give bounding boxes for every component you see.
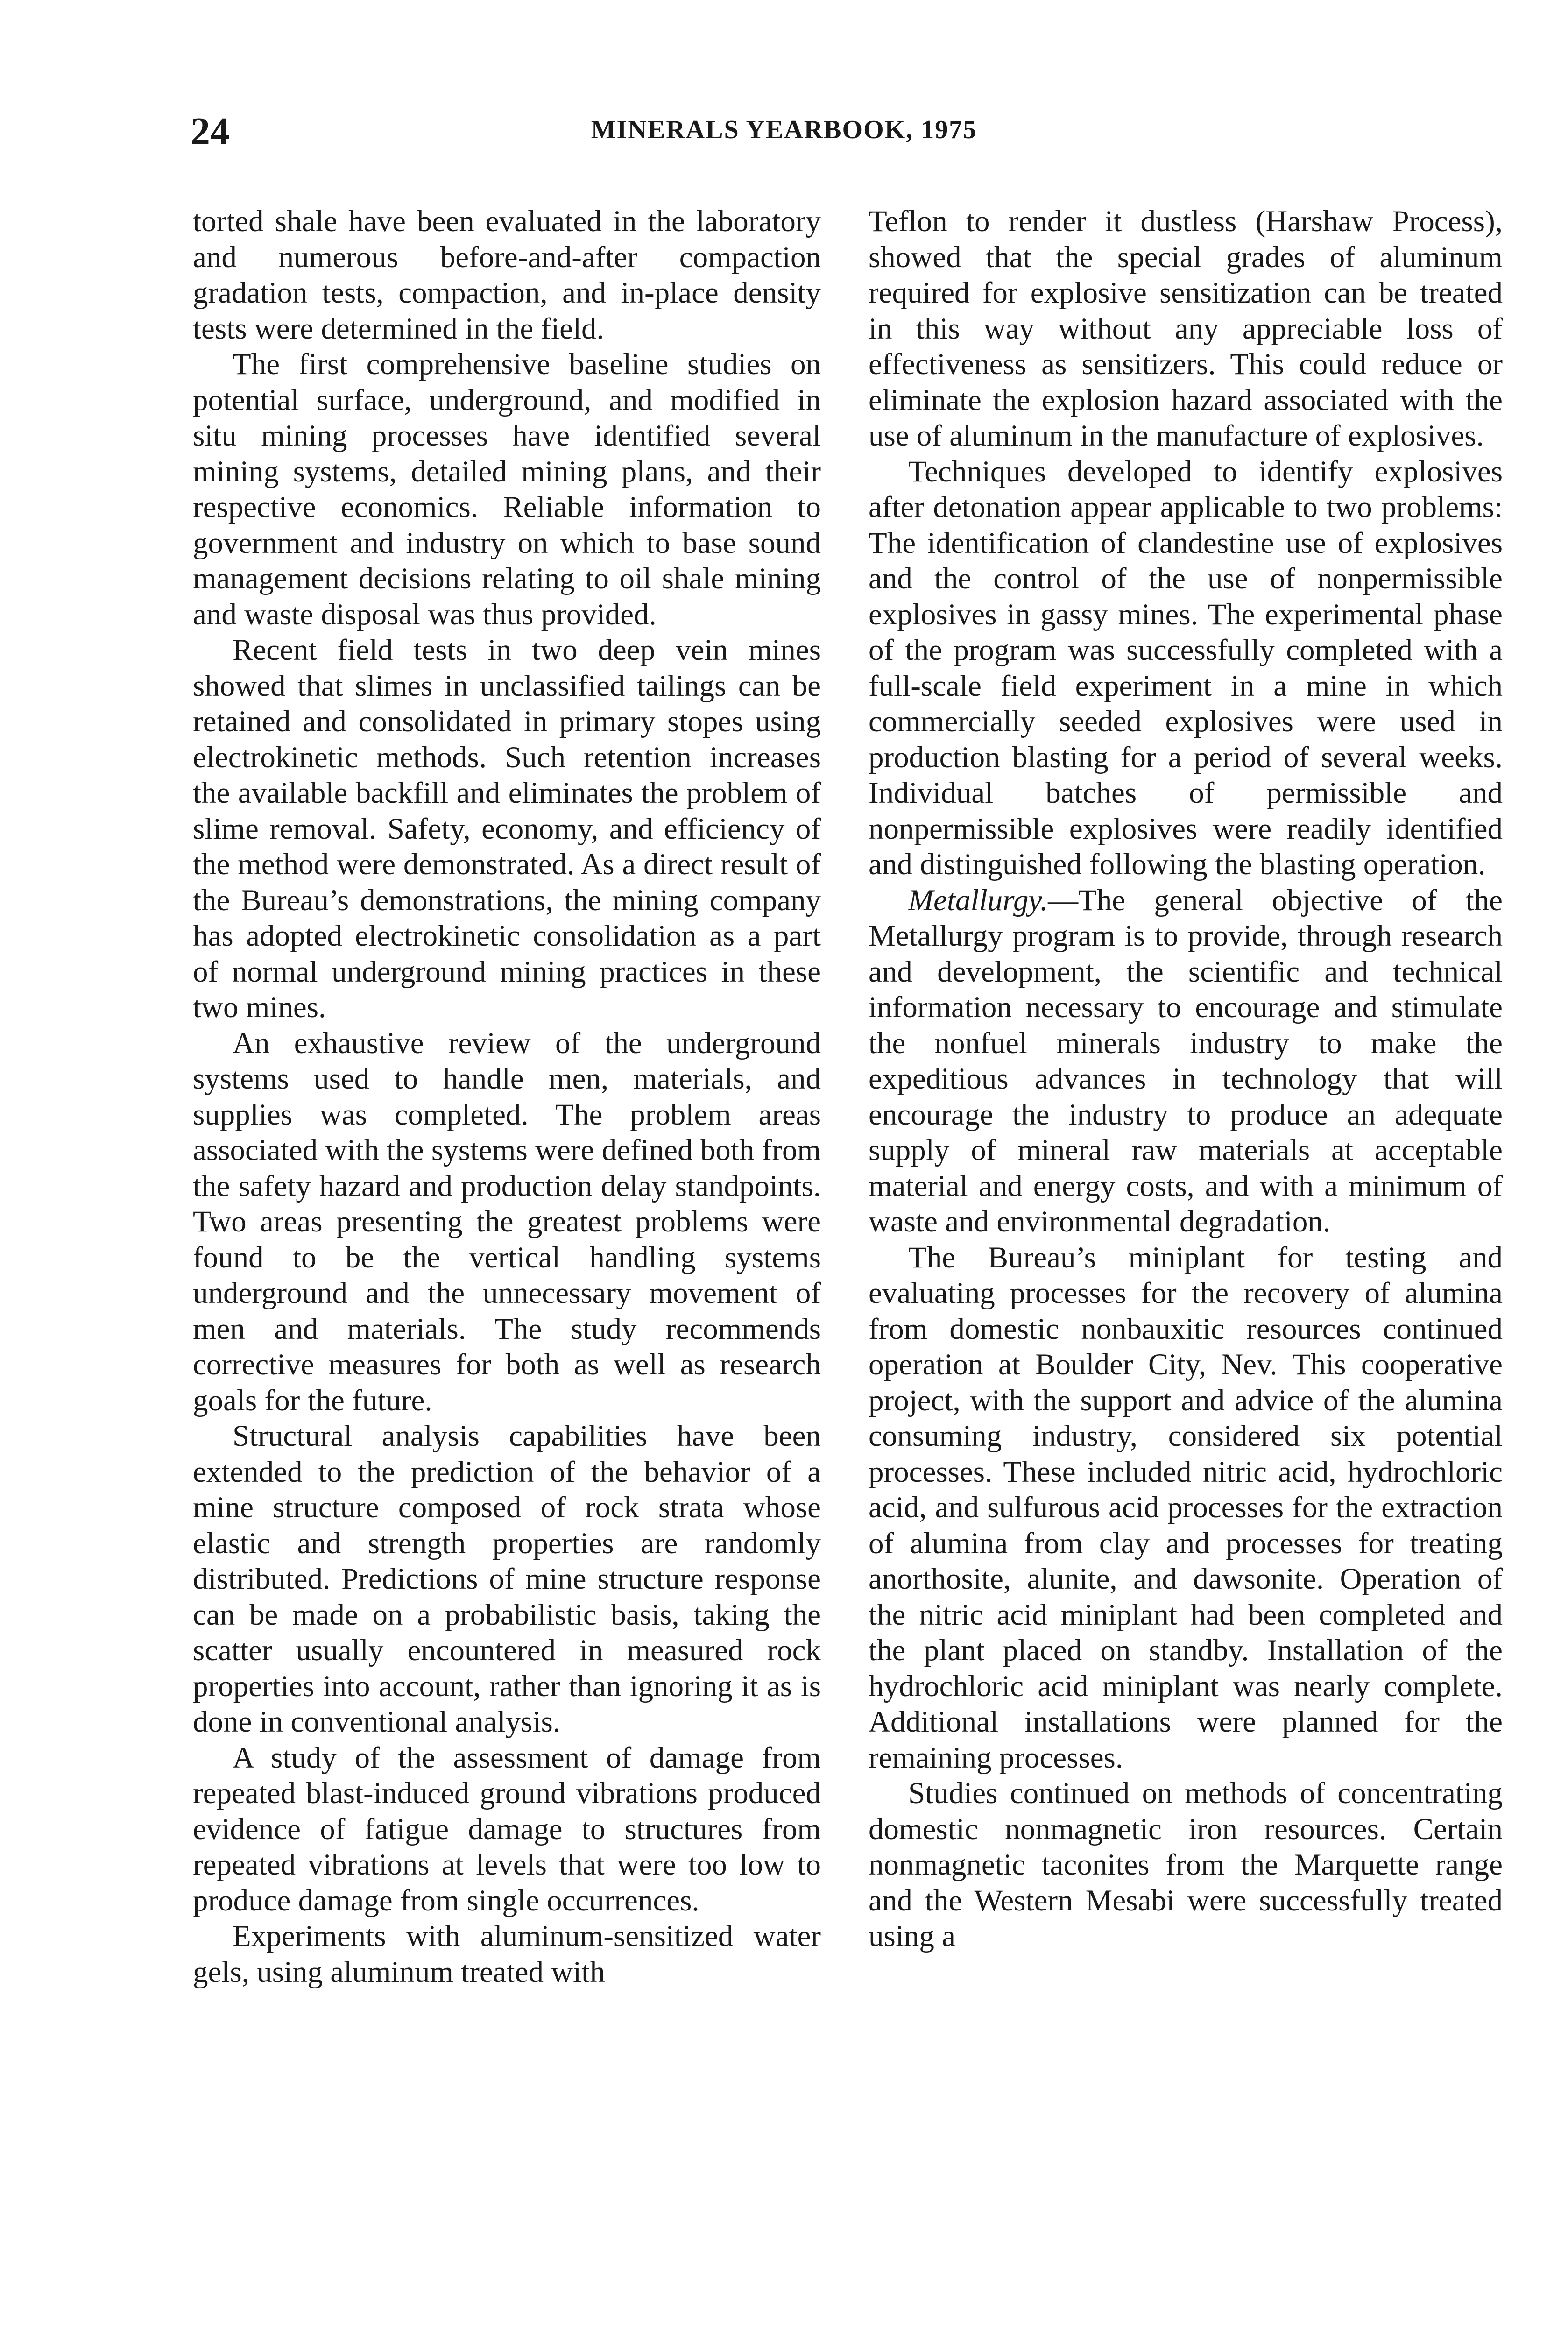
paragraph: Teflon to render it dustless (Harshaw Process), showed that the special grades of aluminum required for explosive sensitization can be treated in this way without any appreciable loss of effectiveness as sensitizers. This could reduce or eliminate the explosion hazard associated with the use of aluminum in the manufacture of explosives. <box>869 205 1503 453</box>
section-heading: Metallurgy. <box>908 883 1048 917</box>
paragraph: Structural analysis capabilities have been extended to the prediction of the behavior of a mine structure composed of rock strata whose elastic and strength properties are randomly distributed. Predictions of mine structure response can be made on a probabilistic basis, taking the scatter usually encountered in measured rock properties into account, rather than ignoring it as is done in conventional analysis. <box>193 1419 821 1739</box>
paragraph: torted shale have been evaluated in the laboratory and numerous before-and-after compaction gradation tests, compaction, and in-place density tests were determined in the field. <box>193 205 821 346</box>
paragraph: Studies continued on methods of concentrating domestic nonmagnetic iron resources. Certain nonmagnetic taconites from the Marquette range and the Western Mesabi were successfully treated using a <box>869 1776 1503 1953</box>
page-number: 24 <box>191 110 230 153</box>
section-paragraph <box>869 883 1503 1240</box>
paragraph: A study of the assessment of damage from repeated blast-induced ground vibrations produced evidence of fatigue damage to structures from repeated vibrations at levels that were too low to produce damage from single occurrences. <box>193 1741 821 1918</box>
section-text: —The general objective of the Metallurgy program is to provide, through research and development, the scientific and technical information necessary to encourage and stimulate the nonfuel minerals industry to make the expeditious advances in technology that will encourage the industry to produce an adequate supply of mineral raw materials at acceptable material and energy costs, and with a minimum of waste and environmental degradation. <box>869 883 1503 1238</box>
paragraph: Experiments with aluminum-sensitized water gels, using aluminum treated with <box>193 1919 821 1989</box>
paragraph: The Bureau’s miniplant for testing and evaluating processes for the recovery of alumina from domestic nonbauxitic resources continued operation at Boulder City, Nev. This cooperative project, with the support and advice of the alumina consuming industry, considered six potential processes. These included nitric acid, hydrochloric acid, and sulfurous acid processes for the extraction of alumina from clay and processes for treating anorthosite, alunite, and dawsonite. Operation of the nitric acid miniplant had been completed and the plant placed on standby. Installation of the hydrochloric acid miniplant was nearly complete. Additional installations were planned for the remaining processes. <box>869 1240 1503 1775</box>
paragraph: The first comprehensive baseline studies on potential surface, underground, and modified in situ mining processes have identified several mining systems, detailed mining plans, and their respective economics. Reliable information to government and industry on which to base sound management decisions relating to oil shale mining and waste disposal was thus provided. <box>193 347 821 631</box>
running-title: MINERALS YEARBOOK, 1975 <box>591 115 977 144</box>
left-column <box>193 204 821 1990</box>
paragraph: Recent field tests in two deep vein mines showed that slimes in unclassified tailings can be retained and consolidated in primary stopes using electrokinetic methods. Such retention increases the available backfill and eliminates the problem of slime removal. Safety, economy, and efficiency of the method were demonstrated. As a direct result of the Bureau’s demonstrations, the mining company has adopted electrokinetic consolidation as a part of normal underground mining practices in these two mines. <box>193 633 821 1024</box>
right-column <box>869 204 1503 1954</box>
paragraph: An exhaustive review of the underground systems used to handle men, materials, and supplies was completed. The problem areas associated with the systems were defined both from the safety hazard and production delay standpoints. Two areas presenting the greatest problems were found to be the vertical handling systems underground and the unnecessary movement of men and materials. The study recommends corrective measures for both as well as research goals for the future. <box>193 1026 821 1417</box>
paragraph: Techniques developed to identify explosives after detonation appear applicable to two problems: The identification of clandestine use of explosives and the control of the use of nonpermissible explosives in gassy mines. The experimental phase of the program was successfully completed with a full-scale field experiment in a mine in which commercially seeded explosives were used in production blasting for a period of several weeks. Individual batches of permissible and nonpermissible explosives were readily identified and distinguished following the blasting operation. <box>869 454 1503 881</box>
